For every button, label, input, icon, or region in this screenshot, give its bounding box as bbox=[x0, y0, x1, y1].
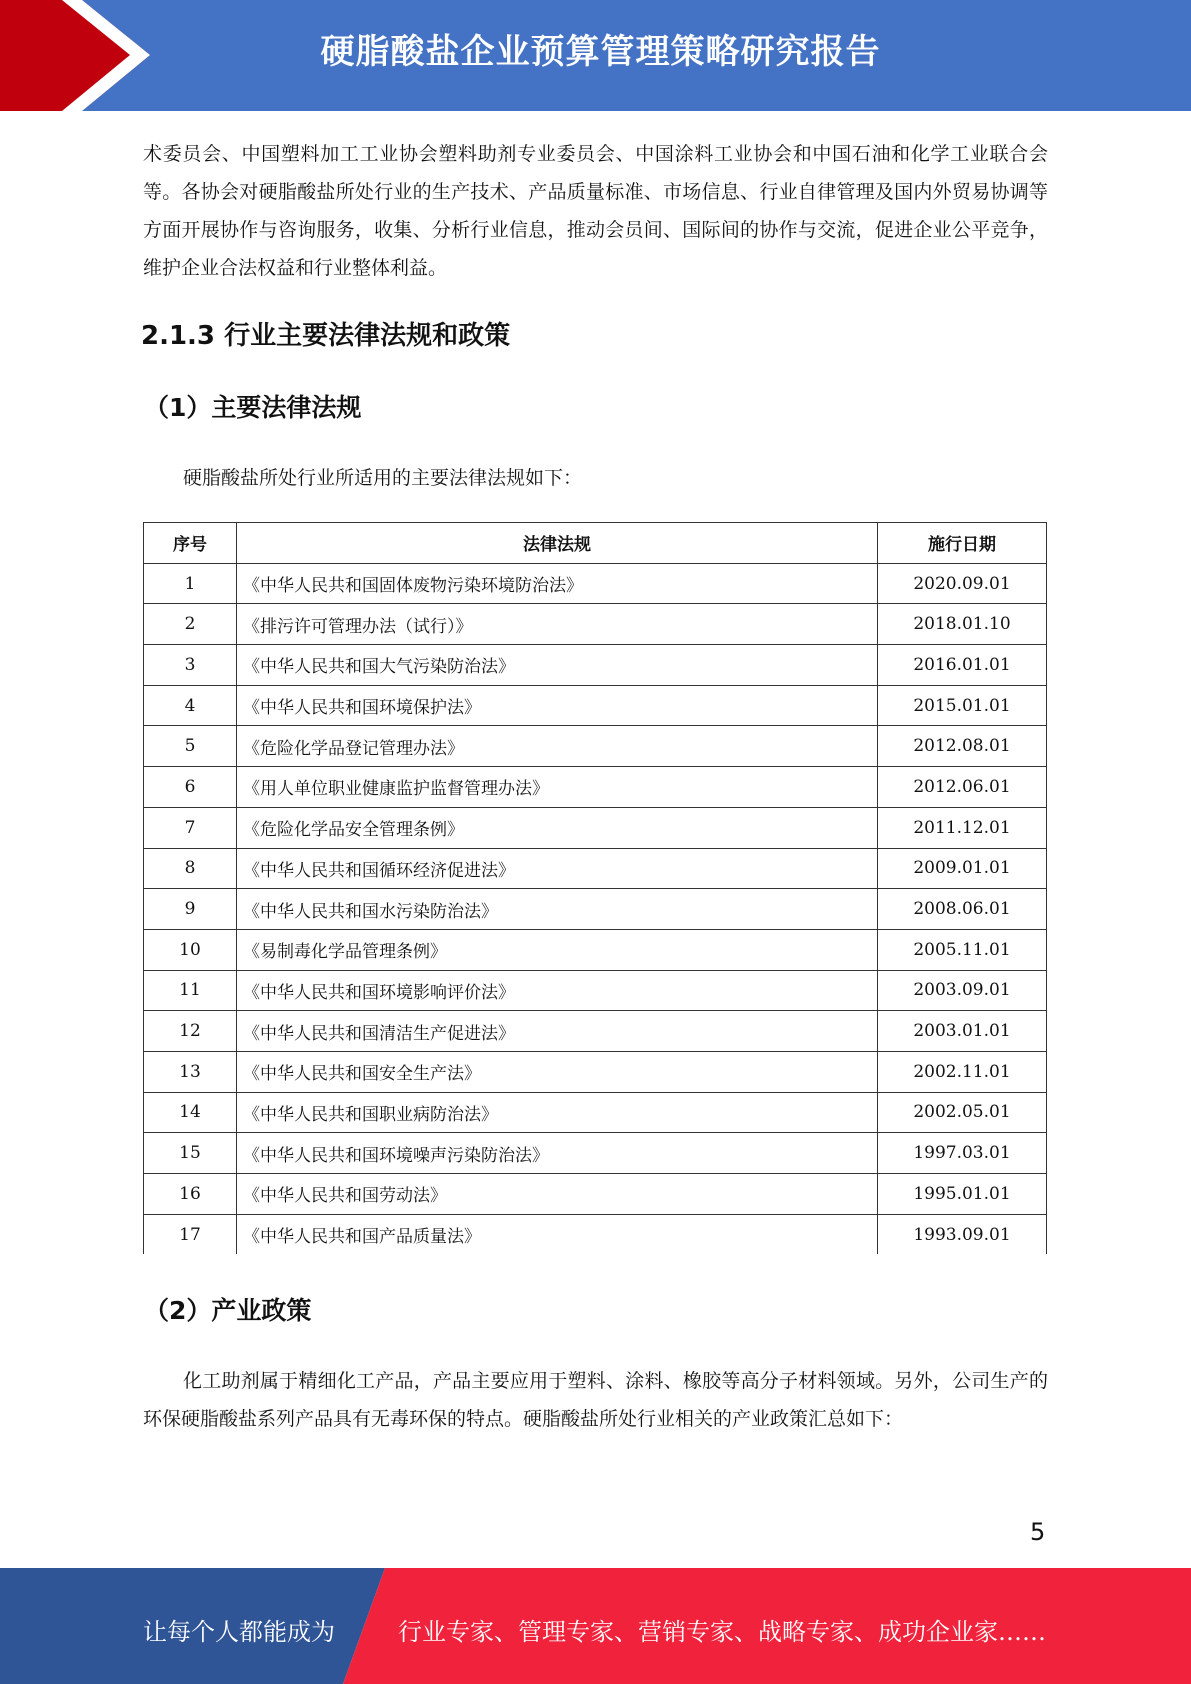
cell-no: 9 bbox=[144, 889, 237, 930]
table-row bbox=[144, 1092, 1047, 1133]
table-header-row bbox=[144, 523, 1047, 564]
table-row bbox=[144, 1214, 1047, 1254]
table-row bbox=[144, 929, 1047, 970]
cell-law: 《中华人民共和国安全生产法》 bbox=[237, 1051, 878, 1092]
cell-date: 2018.01.10 bbox=[878, 604, 1047, 645]
cell-no: 11 bbox=[144, 970, 237, 1011]
cell-date: 2005.11.01 bbox=[878, 929, 1047, 970]
policy-block bbox=[143, 1362, 1048, 1438]
subheading-policy: （2）产业政策 bbox=[144, 1296, 312, 1325]
cell-no: 4 bbox=[144, 685, 237, 726]
cell-law: 《中华人民共和国劳动法》 bbox=[237, 1174, 878, 1215]
table-row bbox=[144, 726, 1047, 767]
cell-date: 2003.09.01 bbox=[878, 970, 1047, 1011]
cell-date: 2016.01.01 bbox=[878, 645, 1047, 686]
table-row bbox=[144, 1011, 1047, 1052]
table-row bbox=[144, 889, 1047, 930]
table-row bbox=[144, 563, 1047, 604]
cell-law: 《危险化学品登记管理办法》 bbox=[237, 726, 878, 767]
cell-law: 《危险化学品安全管理条例》 bbox=[237, 807, 878, 848]
laws-table bbox=[143, 522, 1047, 1254]
table-row bbox=[144, 645, 1047, 686]
cell-no: 8 bbox=[144, 848, 237, 889]
cell-law: 《中华人民共和国环境影响评价法》 bbox=[237, 970, 878, 1011]
cell-law: 《中华人民共和国环境噪声污染防治法》 bbox=[237, 1133, 878, 1174]
cell-law: 《中华人民共和国水污染防治法》 bbox=[237, 889, 878, 930]
cell-no: 15 bbox=[144, 1133, 237, 1174]
cell-law: 《中华人民共和国清洁生产促进法》 bbox=[237, 1011, 878, 1052]
cell-law: 《中华人民共和国职业病防治法》 bbox=[237, 1092, 878, 1133]
cell-date: 2012.08.01 bbox=[878, 726, 1047, 767]
cell-date: 2011.12.01 bbox=[878, 807, 1047, 848]
table-row bbox=[144, 604, 1047, 645]
cell-no: 10 bbox=[144, 929, 237, 970]
table-row bbox=[144, 685, 1047, 726]
cell-date: 2002.05.01 bbox=[878, 1092, 1047, 1133]
subheading-laws: （1）主要法律法规 bbox=[144, 393, 362, 422]
table-row bbox=[144, 848, 1047, 889]
table-row bbox=[144, 970, 1047, 1011]
cell-no: 14 bbox=[144, 1092, 237, 1133]
header-law: 法律法规 bbox=[237, 523, 878, 564]
laws-intro-block bbox=[143, 459, 1048, 497]
cell-no: 3 bbox=[144, 645, 237, 686]
cell-law: 《用人单位职业健康监护监督管理办法》 bbox=[237, 767, 878, 808]
intro-paragraph: 术委员会、中国塑料加工工业协会塑料助剂专业委员会、中国涂料工业协会和中国石油和化学工业联合会等。各协会对硬脂酸盐所处行业的生产技术、产品质量标准、市场信息、行业自律管理及国内外贸易协调等方面开展协作与咨询服务，收集、分析行业信息，推动会员间、国际间的协作与交流，促进企业公平竞争，维护企业合法权益和行业整体利益。 bbox=[143, 143, 1048, 279]
cell-no: 1 bbox=[144, 563, 237, 604]
cell-date: 2003.01.01 bbox=[878, 1011, 1047, 1052]
cell-date: 2008.06.01 bbox=[878, 889, 1047, 930]
cell-date: 2020.09.01 bbox=[878, 563, 1047, 604]
header-banner bbox=[0, 0, 1191, 111]
cell-date: 1997.03.01 bbox=[878, 1133, 1047, 1174]
intro-block bbox=[143, 135, 1048, 287]
laws-table-body bbox=[144, 563, 1047, 1254]
section-heading: 2.1.3 行业主要法律法规和政策 bbox=[141, 321, 511, 351]
cell-law: 《中华人民共和国产品质量法》 bbox=[237, 1214, 878, 1254]
footer-slogan-left: 让每个人都能成为 bbox=[143, 1618, 335, 1646]
page-number: 5 bbox=[1030, 1518, 1046, 1546]
table-row bbox=[144, 1133, 1047, 1174]
footer-slogan-right: 行业专家、管理专家、营销专家、战略专家、成功企业家…… bbox=[398, 1618, 1046, 1646]
cell-no: 17 bbox=[144, 1214, 237, 1254]
cell-date: 1993.09.01 bbox=[878, 1214, 1047, 1254]
cell-law: 《易制毒化学品管理条例》 bbox=[237, 929, 878, 970]
cell-law: 《中华人民共和国大气污染防治法》 bbox=[237, 645, 878, 686]
cell-no: 7 bbox=[144, 807, 237, 848]
cell-no: 2 bbox=[144, 604, 237, 645]
table-row bbox=[144, 1051, 1047, 1092]
cell-date: 1995.01.01 bbox=[878, 1174, 1047, 1215]
table-row bbox=[144, 1174, 1047, 1215]
cell-no: 12 bbox=[144, 1011, 237, 1052]
cell-law: 《中华人民共和国环境保护法》 bbox=[237, 685, 878, 726]
table-row bbox=[144, 807, 1047, 848]
cell-date: 2012.06.01 bbox=[878, 767, 1047, 808]
policy-paragraph: 化工助剂属于精细化工产品，产品主要应用于塑料、涂料、橡胶等高分子材料领域。另外，公司生产的环保硬脂酸盐系列产品具有无毒环保的特点。硬脂酸盐所处行业相关的产业政策汇总如下： bbox=[143, 1370, 1048, 1430]
cell-no: 6 bbox=[144, 767, 237, 808]
header-no: 序号 bbox=[144, 523, 237, 564]
header-date: 施行日期 bbox=[878, 523, 1047, 564]
cell-no: 13 bbox=[144, 1051, 237, 1092]
cell-date: 2015.01.01 bbox=[878, 685, 1047, 726]
table-row bbox=[144, 767, 1047, 808]
cell-law: 《中华人民共和国固体废物污染环境防治法》 bbox=[237, 563, 878, 604]
cell-no: 16 bbox=[144, 1174, 237, 1215]
cell-date: 2002.11.01 bbox=[878, 1051, 1047, 1092]
laws-intro-text: 硬脂酸盐所处行业所适用的主要法律法规如下： bbox=[183, 467, 583, 489]
cell-law: 《中华人民共和国循环经济促进法》 bbox=[237, 848, 878, 889]
cell-no: 5 bbox=[144, 726, 237, 767]
cell-law: 《排污许可管理办法（试行）》 bbox=[237, 604, 878, 645]
cell-date: 2009.01.01 bbox=[878, 848, 1047, 889]
report-title: 硬脂酸盐企业预算管理策略研究报告 bbox=[320, 32, 881, 72]
